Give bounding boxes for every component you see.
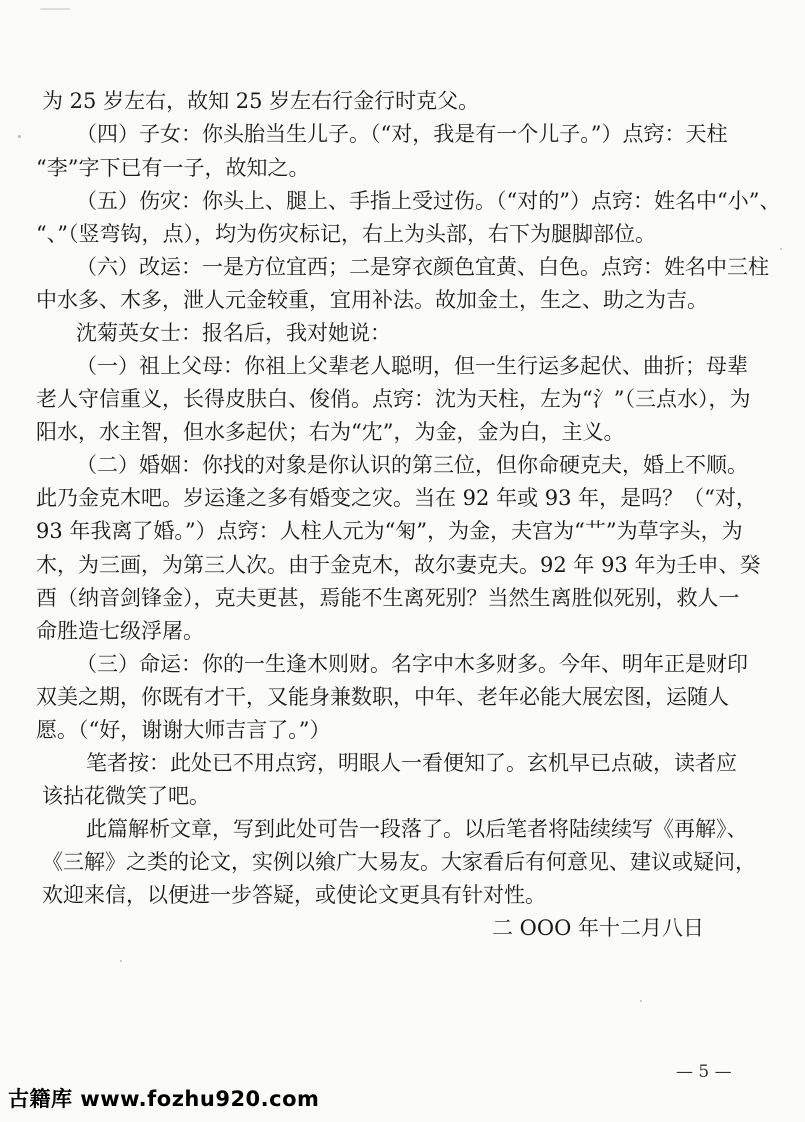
text-line: 为 25 岁左右，故知 25 岁左右行金行时克父。 (42, 89, 480, 113)
text-line: （六）改运：一是方位宜西；二是穿衣颜色宜黄、白色。点窍：姓名中三柱 (76, 255, 769, 279)
site-watermark: 古籍库 www.fozhu920.com (8, 1087, 320, 1111)
text-line: （五）伤灾：你头上、腿上、手指上受过伤。（“对的”）点窍：姓名中“小”、 (76, 189, 781, 213)
scan-speck (18, 135, 21, 138)
text-line: “、”（竖弯钩，点），均为伤灾标记，右上为头部，右下为腿脚部位。 (36, 222, 656, 246)
scan-speck (40, 8, 70, 10)
scan-speck (120, 960, 122, 962)
text-line: 酉（纳音剑锋金），克夫更甚，焉能不生离死别？当然生离胜似死别，救人一 (36, 586, 740, 610)
text-line: 该拈花微笑了吧。 (42, 784, 210, 808)
text-line: 命胜造七级浮屠。 (36, 619, 204, 643)
text-line: （二）婚姻：你找的对象是你认识的第三位，但你命硬克夫，婚上不顺。 (76, 453, 748, 477)
text-line: 愿。（“好，谢谢大师吉言了。”） (36, 718, 331, 742)
text-line: 此篇解析文章，写到此处可告一段落了。以后笔者将陆续续写《再解》、 (86, 817, 748, 841)
text-line: 笔者按：此处已不用点窍，明眼人一看便知了。玄机早已点破，读者应 (86, 751, 737, 775)
text-line: 双美之期，你既有才干，又能身兼数职，中年、老年必能大展宏图，运随人 (36, 685, 729, 709)
text-line: 《三解》之类的论文，实例以飨广大易友。大家看后有何意见、建议或疑问， (42, 850, 756, 874)
text-line: （一）祖上父母：你祖上父辈老人聪明，但一生行运多起伏、曲折；母辈 (76, 354, 748, 378)
text-line: 93 年我离了婚。”）点窍：人柱人元为“匊”，为金，夫宫为“艹”为草字头，为 (36, 519, 743, 543)
text-line: “李”字下已有一子，故知之。 (36, 156, 310, 180)
text-line: 阳水，水主智，但水多起伏；右为“冘”，为金，金为白，主义。 (36, 420, 625, 444)
text-line: 中水多、木多，泄人元金较重，宜用补法。故加金土，生之、助之为吉。 (36, 288, 708, 312)
text-line: （四）子女：你头胎当生儿子。（“对，我是有一个儿子。”）点窍：天柱 (76, 122, 728, 146)
date-line: 二 OOO 年十二月八日 (492, 916, 704, 940)
scan-speck (780, 248, 782, 250)
page-number: — 5 — (676, 1062, 732, 1082)
text-line: 老人守信重义，长得皮肤白、俊俏。点窍：沈为天柱，左为“氵”（三点水），为 (36, 387, 751, 411)
text-line: 欢迎来信，以便进一步答疑，或使论文更具有针对性。 (42, 883, 546, 907)
text-line: （三）命运：你的一生逢木则财。名字中木多财多。今年、明年正是财印 (76, 652, 748, 676)
scan-speck (640, 1000, 642, 1002)
text-line: 沈菊英女士：报名后，我对她说： (76, 321, 391, 345)
text-line: 此乃金克木吧。岁运逢之多有婚变之灾。当在 92 年或 93 年，是吗？（“对， (36, 486, 757, 510)
text-line: 木，为三画，为第三人次。由于金克木，故尔妻克夫。92 年 93 年为壬申、癸 (36, 553, 761, 577)
